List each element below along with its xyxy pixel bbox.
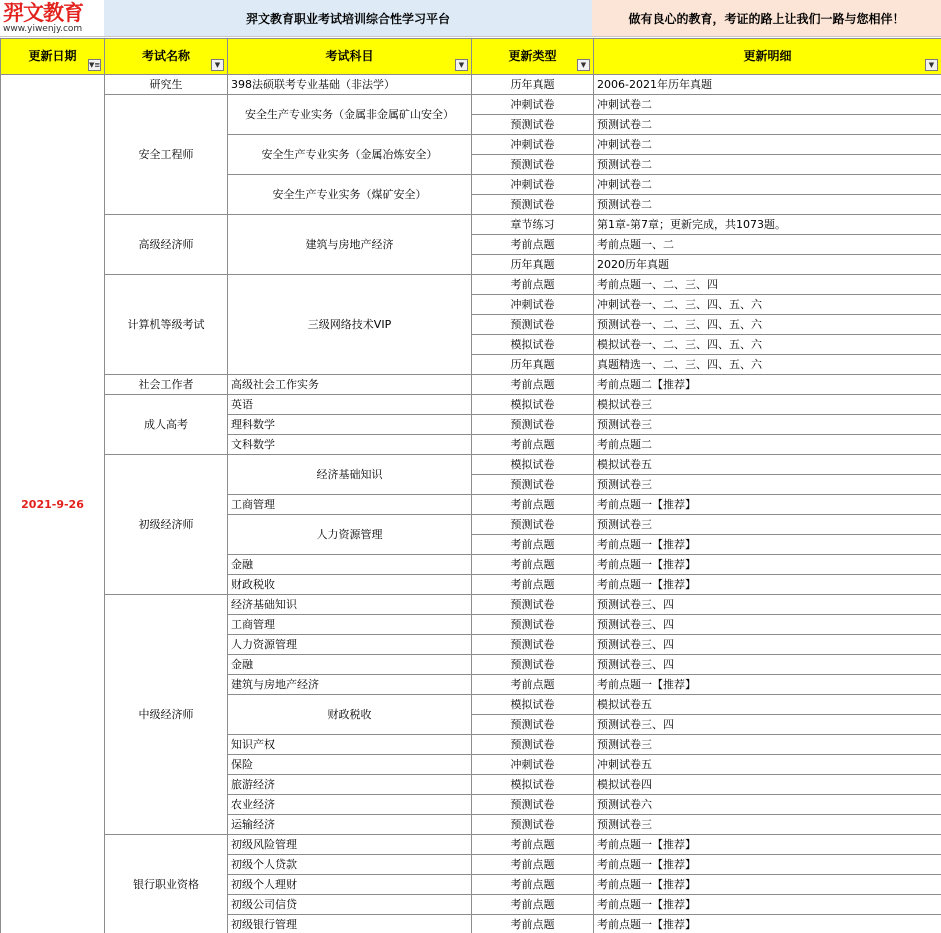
update-detail-cell[interactable]: 预测试卷六 xyxy=(594,795,941,815)
subject-cell[interactable]: 保险 xyxy=(228,755,472,775)
update-detail-cell[interactable]: 考前点题一【推荐】 xyxy=(594,895,941,915)
update-detail-cell[interactable]: 考前点题一、二 xyxy=(594,235,941,255)
update-detail-cell[interactable]: 预测试卷三 xyxy=(594,475,941,495)
subject-cell[interactable]: 初级个人理财 xyxy=(228,875,472,895)
update-type-cell[interactable]: 考前点题 xyxy=(472,235,594,255)
update-detail-cell[interactable]: 第1章-第7章；更新完成，共1073题。 xyxy=(594,215,941,235)
update-detail-cell[interactable]: 冲刺试卷五 xyxy=(594,755,941,775)
subject-cell[interactable]: 旅游经济 xyxy=(228,775,472,795)
update-detail-cell[interactable]: 考前点题一【推荐】 xyxy=(594,875,941,895)
update-detail-cell[interactable]: 预测试卷一、二、三、四、五、六 xyxy=(594,315,941,335)
subject-cell[interactable]: 财政税收 xyxy=(228,575,472,595)
update-type-cell[interactable]: 历年真题 xyxy=(472,355,594,375)
filter-dropdown-icon[interactable]: ▼ xyxy=(455,59,468,71)
brand-logo xyxy=(0,0,104,37)
update-detail-cell[interactable]: 考前点题一【推荐】 xyxy=(594,915,941,933)
update-type-cell[interactable]: 考前点题 xyxy=(472,435,594,455)
table-row xyxy=(1,215,941,235)
exam-name-cell[interactable]: 成人高考 xyxy=(105,395,228,455)
subject-cell[interactable]: 金融 xyxy=(228,655,472,675)
subject-cell[interactable]: 运输经济 xyxy=(228,815,472,835)
update-type-cell[interactable]: 预测试卷 xyxy=(472,615,594,635)
filter-dropdown-icon[interactable]: ▼ xyxy=(577,59,590,71)
update-detail-cell[interactable]: 预测试卷三、四 xyxy=(594,595,941,615)
update-type-cell[interactable]: 模拟试卷 xyxy=(472,455,594,475)
update-type-cell[interactable]: 考前点题 xyxy=(472,675,594,695)
table-row xyxy=(1,75,941,95)
platform-title: 羿文教育职业考试培训综合性学习平台 xyxy=(104,0,592,37)
subject-cell[interactable]: 初级银行管理 xyxy=(228,915,472,933)
update-detail-cell[interactable]: 2006-2021年历年真题 xyxy=(594,75,941,95)
subject-cell[interactable]: 工商管理 xyxy=(228,615,472,635)
table-row xyxy=(1,95,941,115)
update-type-cell[interactable]: 预测试卷 xyxy=(472,655,594,675)
update-detail-cell[interactable]: 考前点题一、二、三、四 xyxy=(594,275,941,295)
subject-cell[interactable]: 建筑与房地产经济 xyxy=(228,675,472,695)
subject-cell[interactable]: 经济基础知识 xyxy=(228,595,472,615)
subject-cell[interactable]: 文科数学 xyxy=(228,435,472,455)
update-type-cell[interactable]: 模拟试卷 xyxy=(472,395,594,415)
subject-cell[interactable]: 建筑与房地产经济 xyxy=(228,215,472,275)
filter-active-icon[interactable]: ▼≡ xyxy=(89,61,101,69)
exam-name-cell[interactable]: 银行职业资格 xyxy=(105,835,228,933)
exam-name-cell[interactable]: 研究生 xyxy=(105,75,228,95)
exam-name-cell[interactable]: 安全工程师 xyxy=(105,95,228,215)
subject-cell[interactable]: 安全生产专业实务（金属冶炼安全） xyxy=(228,135,472,175)
update-detail-cell[interactable]: 考前点题一【推荐】 xyxy=(594,575,941,595)
table-row xyxy=(1,395,941,415)
filter-dropdown-icon[interactable]: ▼ xyxy=(925,59,938,71)
update-type-cell[interactable]: 冲刺试卷 xyxy=(472,95,594,115)
header-subject-label: 考试科目 xyxy=(325,49,374,63)
update-detail-cell[interactable]: 考前点题二【推荐】 xyxy=(594,375,941,395)
subject-cell[interactable]: 农业经济 xyxy=(228,795,472,815)
header-detail xyxy=(594,39,941,75)
update-detail-cell[interactable]: 考前点题一【推荐】 xyxy=(594,535,941,555)
subject-cell[interactable]: 财政税收 xyxy=(228,695,472,735)
update-detail-cell[interactable]: 真题精选一、二、三、四、五、六 xyxy=(594,355,941,375)
update-type-cell[interactable]: 考前点题 xyxy=(472,535,594,555)
update-detail-cell[interactable]: 考前点题一【推荐】 xyxy=(594,855,941,875)
update-detail-cell[interactable]: 预测试卷三 xyxy=(594,515,941,535)
exam-name-cell[interactable]: 计算机等级考试 xyxy=(105,275,228,375)
update-type-cell[interactable]: 预测试卷 xyxy=(472,475,594,495)
subject-cell[interactable]: 高级社会工作实务 xyxy=(228,375,472,395)
update-type-cell[interactable]: 考前点题 xyxy=(472,575,594,595)
update-detail-cell[interactable]: 模拟试卷五 xyxy=(594,695,941,715)
update-detail-cell[interactable]: 模拟试卷一、二、三、四、五、六 xyxy=(594,335,941,355)
update-type-cell[interactable]: 预测试卷 xyxy=(472,735,594,755)
header-date xyxy=(1,39,105,75)
exam-name-cell[interactable]: 高级经济师 xyxy=(105,215,228,275)
update-detail-cell[interactable]: 预测试卷三、四 xyxy=(594,635,941,655)
table-body xyxy=(1,75,941,933)
update-type-cell[interactable]: 预测试卷 xyxy=(472,515,594,535)
subject-cell[interactable]: 三级网络技术VIP xyxy=(228,275,472,375)
update-type-cell[interactable]: 考前点题 xyxy=(472,895,594,915)
update-type-cell[interactable]: 冲刺试卷 xyxy=(472,295,594,315)
subject-cell[interactable]: 人力资源管理 xyxy=(228,635,472,655)
update-detail-cell[interactable]: 预测试卷二 xyxy=(594,195,941,215)
update-detail-cell[interactable]: 预测试卷三、四 xyxy=(594,615,941,635)
update-type-cell[interactable]: 冲刺试卷 xyxy=(472,755,594,775)
update-type-cell[interactable]: 预测试卷 xyxy=(472,115,594,135)
update-table xyxy=(0,38,941,933)
update-type-cell[interactable]: 预测试卷 xyxy=(472,715,594,735)
update-detail-cell[interactable]: 预测试卷三 xyxy=(594,815,941,835)
subject-cell[interactable]: 知识产权 xyxy=(228,735,472,755)
update-type-cell[interactable]: 模拟试卷 xyxy=(472,335,594,355)
update-type-cell[interactable]: 模拟试卷 xyxy=(472,695,594,715)
logo-text: 羿文教育 xyxy=(3,0,83,25)
update-type-cell[interactable]: 考前点题 xyxy=(472,555,594,575)
header-exam xyxy=(105,39,228,75)
subject-cell[interactable]: 初级风险管理 xyxy=(228,835,472,855)
platform-slogan: 做有良心的教育，考证的路上让我们一路与您相伴！ xyxy=(592,0,941,37)
update-date-cell[interactable]: 2021-9-26 xyxy=(1,75,105,933)
update-type-cell[interactable]: 冲刺试卷 xyxy=(472,175,594,195)
update-detail-cell[interactable]: 模拟试卷三 xyxy=(594,395,941,415)
subject-cell[interactable]: 初级个人贷款 xyxy=(228,855,472,875)
update-type-cell[interactable]: 预测试卷 xyxy=(472,635,594,655)
subject-cell[interactable]: 经济基础知识 xyxy=(228,455,472,495)
update-type-cell[interactable]: 考前点题 xyxy=(472,855,594,875)
update-type-cell[interactable]: 冲刺试卷 xyxy=(472,135,594,155)
update-type-cell[interactable]: 考前点题 xyxy=(472,375,594,395)
header-subject xyxy=(228,39,472,75)
exam-name-cell[interactable]: 初级经济师 xyxy=(105,455,228,595)
logo-url: www.yiwenjy.com xyxy=(3,23,83,34)
subject-cell[interactable]: 398法硕联考专业基础（非法学） xyxy=(228,75,472,95)
update-detail-cell[interactable]: 模拟试卷四 xyxy=(594,775,941,795)
update-detail-cell[interactable]: 考前点题一【推荐】 xyxy=(594,555,941,575)
update-detail-cell[interactable]: 考前点题一【推荐】 xyxy=(594,495,941,515)
update-detail-cell[interactable]: 冲刺试卷一、二、三、四、五、六 xyxy=(594,295,941,315)
update-detail-cell[interactable]: 预测试卷三、四 xyxy=(594,715,941,735)
table-row xyxy=(1,455,941,475)
update-type-cell[interactable]: 考前点题 xyxy=(472,915,594,933)
update-detail-cell[interactable]: 考前点题一【推荐】 xyxy=(594,675,941,695)
update-type-cell[interactable]: 考前点题 xyxy=(472,875,594,895)
update-type-cell[interactable]: 预测试卷 xyxy=(472,155,594,175)
update-type-cell[interactable]: 章节练习 xyxy=(472,215,594,235)
subject-cell[interactable]: 工商管理 xyxy=(228,495,472,515)
subject-cell[interactable]: 英语 xyxy=(228,395,472,415)
update-type-cell[interactable]: 预测试卷 xyxy=(472,195,594,215)
update-type-cell[interactable]: 考前点题 xyxy=(472,275,594,295)
subject-cell[interactable]: 理科数学 xyxy=(228,415,472,435)
update-detail-cell[interactable]: 2020历年真题 xyxy=(594,255,941,275)
update-detail-cell[interactable]: 预测试卷三 xyxy=(594,735,941,755)
header-type-label: 更新类型 xyxy=(508,49,557,63)
filter-dropdown-icon[interactable]: ▼ xyxy=(211,59,224,71)
update-detail-cell[interactable]: 预测试卷三 xyxy=(594,415,941,435)
header-exam-label: 考试名称 xyxy=(141,49,190,63)
update-type-cell[interactable]: 历年真题 xyxy=(472,75,594,95)
subject-cell[interactable]: 初级公司信贷 xyxy=(228,895,472,915)
subject-cell[interactable]: 安全生产专业实务（金属非金属矿山安全） xyxy=(228,95,472,135)
header-date-label: 更新日期 xyxy=(28,49,77,63)
table-row xyxy=(1,375,941,395)
update-type-cell[interactable]: 预测试卷 xyxy=(472,315,594,335)
update-type-cell[interactable]: 预测试卷 xyxy=(472,415,594,435)
update-detail-cell[interactable]: 冲刺试卷二 xyxy=(594,175,941,195)
update-type-cell[interactable]: 考前点题 xyxy=(472,495,594,515)
update-detail-cell[interactable]: 冲刺试卷二 xyxy=(594,95,941,115)
update-detail-cell[interactable]: 预测试卷三、四 xyxy=(594,655,941,675)
table-row xyxy=(1,835,941,855)
update-type-cell[interactable]: 模拟试卷 xyxy=(472,775,594,795)
exam-name-cell[interactable]: 中级经济师 xyxy=(105,595,228,835)
update-type-cell[interactable]: 预测试卷 xyxy=(472,795,594,815)
update-detail-cell[interactable]: 冲刺试卷二 xyxy=(594,135,941,155)
header-type xyxy=(472,39,594,75)
exam-name-cell[interactable]: 社会工作者 xyxy=(105,375,228,395)
update-type-cell[interactable]: 预测试卷 xyxy=(472,815,594,835)
update-detail-cell[interactable]: 预测试卷二 xyxy=(594,115,941,135)
subject-cell[interactable]: 安全生产专业实务（煤矿安全） xyxy=(228,175,472,215)
update-type-cell[interactable]: 考前点题 xyxy=(472,835,594,855)
table-row xyxy=(1,275,941,295)
update-detail-cell[interactable]: 模拟试卷五 xyxy=(594,455,941,475)
subject-cell[interactable]: 人力资源管理 xyxy=(228,515,472,555)
update-detail-cell[interactable]: 预测试卷二 xyxy=(594,155,941,175)
update-detail-cell[interactable]: 考前点题二 xyxy=(594,435,941,455)
update-type-cell[interactable]: 历年真题 xyxy=(472,255,594,275)
update-detail-cell[interactable]: 考前点题一【推荐】 xyxy=(594,835,941,855)
update-type-cell[interactable]: 预测试卷 xyxy=(472,595,594,615)
subject-cell[interactable]: 金融 xyxy=(228,555,472,575)
header-row xyxy=(1,39,941,75)
table-row xyxy=(1,595,941,615)
header-detail-label: 更新明细 xyxy=(743,49,792,63)
